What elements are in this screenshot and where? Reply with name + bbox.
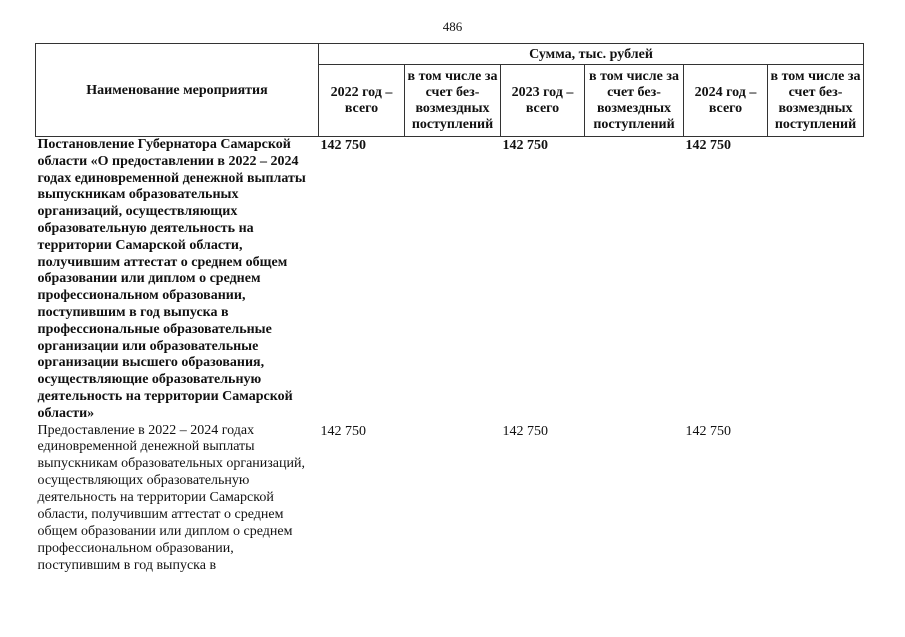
row-name: Постановление Губернатора Самарской области «О предоставлении в 2022 – 2024 годах единовременной денежной выплаты выпускникам образовательных организаций, осуществляющих образовательную деятельность на территории Самарской области, получившим аттестат о среднем общем образовании или диплом о среднем профессиональном образовании, поступившим в год выпуска в профессиональные образовательные организации или образовательные организации высшего образования, осуществляющие образовательную деятельность на территории Самарской области» [37,137,306,421]
row-2024-gratuitous [768,423,864,575]
row-2023-total: 142 750 [502,138,548,153]
row-2024-gratuitous [768,137,864,423]
row-name: Предоставление в 2022 – 2024 годах единовременной денежной выплаты выпускникам образовательных организаций, осуществляющих образовательную деятельность на территории Самарской области, получившим аттестат о среднем общем образовании или диплом о среднем профессиональном образовании, поступившим в год выпуска в [37,422,305,573]
row-2022-total: 142 750 [320,423,366,439]
row-2023-gratuitous [585,423,684,575]
row-2023-gratuitous [585,137,684,423]
header-2022-gratuitous: в том числе за счет без-возмездных поступлений [405,65,501,137]
header-2023-gratuitous: в том числе за счет без-возмездных поступлений [585,65,684,137]
row-2022-gratuitous [405,137,501,423]
header-2022-total: 2022 год – всего [319,65,405,137]
row-2024-total: 142 750 [685,423,731,439]
row-2023-total: 142 750 [502,423,548,439]
header-2024-total: 2024 год – всего [684,65,768,137]
row-2022-total: 142 750 [320,138,366,153]
row-2024-total: 142 750 [685,138,731,153]
budget-table [35,43,864,575]
header-name-column: Наименование мероприятия [36,44,319,137]
table-row [36,137,864,423]
row-2022-gratuitous [405,423,501,575]
table-row [36,423,864,575]
header-2024-gratuitous: в том числе за счет без-возмездных поступлений [768,65,864,137]
page-number: 486 [442,19,463,34]
header-2023-total: 2023 год – всего [501,65,585,137]
header-sum-group: Сумма, тыс. рублей [319,44,864,65]
